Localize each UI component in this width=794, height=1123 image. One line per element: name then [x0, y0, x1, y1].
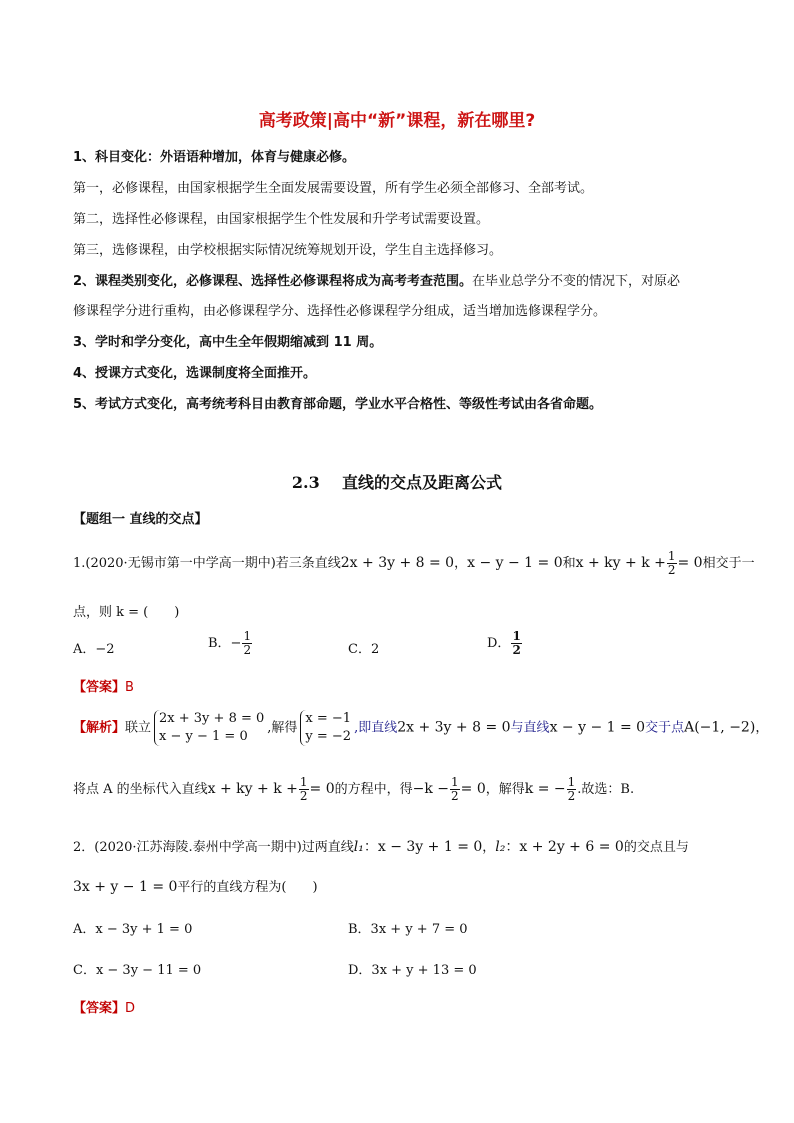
q1-eq1: 2x + 3y + 8 = 0	[340, 555, 455, 571]
q1-and: 和	[562, 556, 576, 571]
answer-tag: 【答案】	[73, 1001, 126, 1016]
banner-item-6: 修课程学分进行重构，由必修课程学分、选择性必修课程学分组成，适当增加选修课程学分。	[73, 304, 607, 319]
banner-item-5	[73, 270, 680, 289]
q1-sep: ，	[454, 556, 468, 571]
section-heading	[0, 470, 794, 493]
section-number: 2.3	[291, 473, 320, 492]
q2-answer	[73, 997, 135, 1016]
banner-item-1: 1、科目变化：外语语种增加，体育与健康必修。	[73, 150, 356, 165]
q1-system-2: x = −1 y = −2	[300, 710, 351, 746]
q1-analysis: 【解析】联立 2x + 3y + 8 = 0 x − y − 1 = 0 ,解得 x = −1 y = −2 ,即直线2x + 3y + 8 = 0与直线x − y − 1 = 0交于点A(−1, −2)，	[73, 711, 769, 744]
q1-suffix: 相交于一	[702, 556, 755, 571]
section-title: 直线的交点及距离公式	[342, 473, 503, 492]
q1-option-d: D． $\frac{1}{2}$	[487, 629, 521, 657]
answer-tag: 【答案】	[73, 680, 126, 695]
banner-item-7: 3、学时和学分变化，高中生全年假期缩减到 11 周。	[73, 335, 383, 350]
banner-item-5-rest: 在毕业总学分不变的情况下，对原必	[472, 274, 681, 289]
q2-option-c: C．x − 3y − 11 = 0	[73, 963, 202, 978]
q1-system-1: 2x + 3y + 8 = 0 x − y − 1 = 0	[154, 710, 264, 746]
q2-line2: 3x + y − 1 = 0平行的直线方程为( )	[73, 879, 318, 895]
q1-answer	[73, 676, 134, 695]
q1-option-c: C．2	[348, 642, 380, 657]
q2-option-d: D．3x + y + 13 = 0	[348, 963, 477, 978]
analysis-tag: 【解析】	[73, 720, 126, 736]
banner-item-2: 第一，必修课程，由国家根据学生全面发展需要设置，所有学生必须全部修习、全部考试。	[73, 181, 594, 196]
q1-option-b: B．− $\frac{1}{2}$	[208, 629, 252, 657]
group-tag: 【题组一 直线的交点】	[73, 512, 208, 527]
q2-stem: 2．(2020·江苏海陵.泰州中学高一期中)过两直线l₁：x − 3y + 1 = 0，l₂：x + 2y + 6 = 0的交点且与	[73, 839, 689, 855]
q1-eq3-right: = 0	[677, 555, 703, 571]
q1-analysis-line3: 将点 A 的坐标代入直线x + ky + k + $\frac{1}{2}$ = 0的方程中，得−k − $\frac{1}{2}$ = 0，解得k = − $\frac{1}{2}$ .故选：B.	[73, 775, 635, 803]
q2-option-b: B．3x + y + 7 = 0	[348, 922, 468, 937]
q1-prefix: 1.(2020·无锡市第一中学高一期中)若三条直线	[73, 556, 341, 571]
banner-item-8: 4、授课方式变化，选课制度将全面推开。	[73, 366, 317, 381]
q2-answer-value: D	[125, 1001, 136, 1016]
banner-item-5-bold: 2、课程类别变化，必修课程、选择性必修课程将成为高考考查范围。	[73, 274, 473, 289]
q1-eq3-frac: $\frac{1}{2}$	[667, 549, 676, 577]
q1-stem	[73, 550, 755, 577]
q1-eq2: x − y − 1 = 0	[467, 555, 563, 571]
q1-eq3-left: x + ky + k +	[575, 555, 666, 571]
q1-line2: 点，则 k = ( )	[73, 605, 180, 620]
q1-option-a: A．−2	[73, 642, 115, 657]
q2-option-a: A．x − 3y + 1 = 0	[73, 922, 193, 937]
banner-item-3: 第二，选择性必修课程，由国家根据学生个性发展和升学考试需要设置。	[73, 212, 490, 227]
banner-item-4: 第三，选修课程，由学校根据实际情况统筹规划开设，学生自主选择修习。	[73, 243, 503, 258]
banner-title: 高考政策|高中“新”课程，新在哪里?	[258, 111, 536, 131]
banner-item-9: 5、考试方式变化，高考统考科目由教育部命题，学业水平合格性、等级性考试由各省命题。	[73, 397, 603, 412]
q1-answer-value: B	[125, 680, 134, 695]
